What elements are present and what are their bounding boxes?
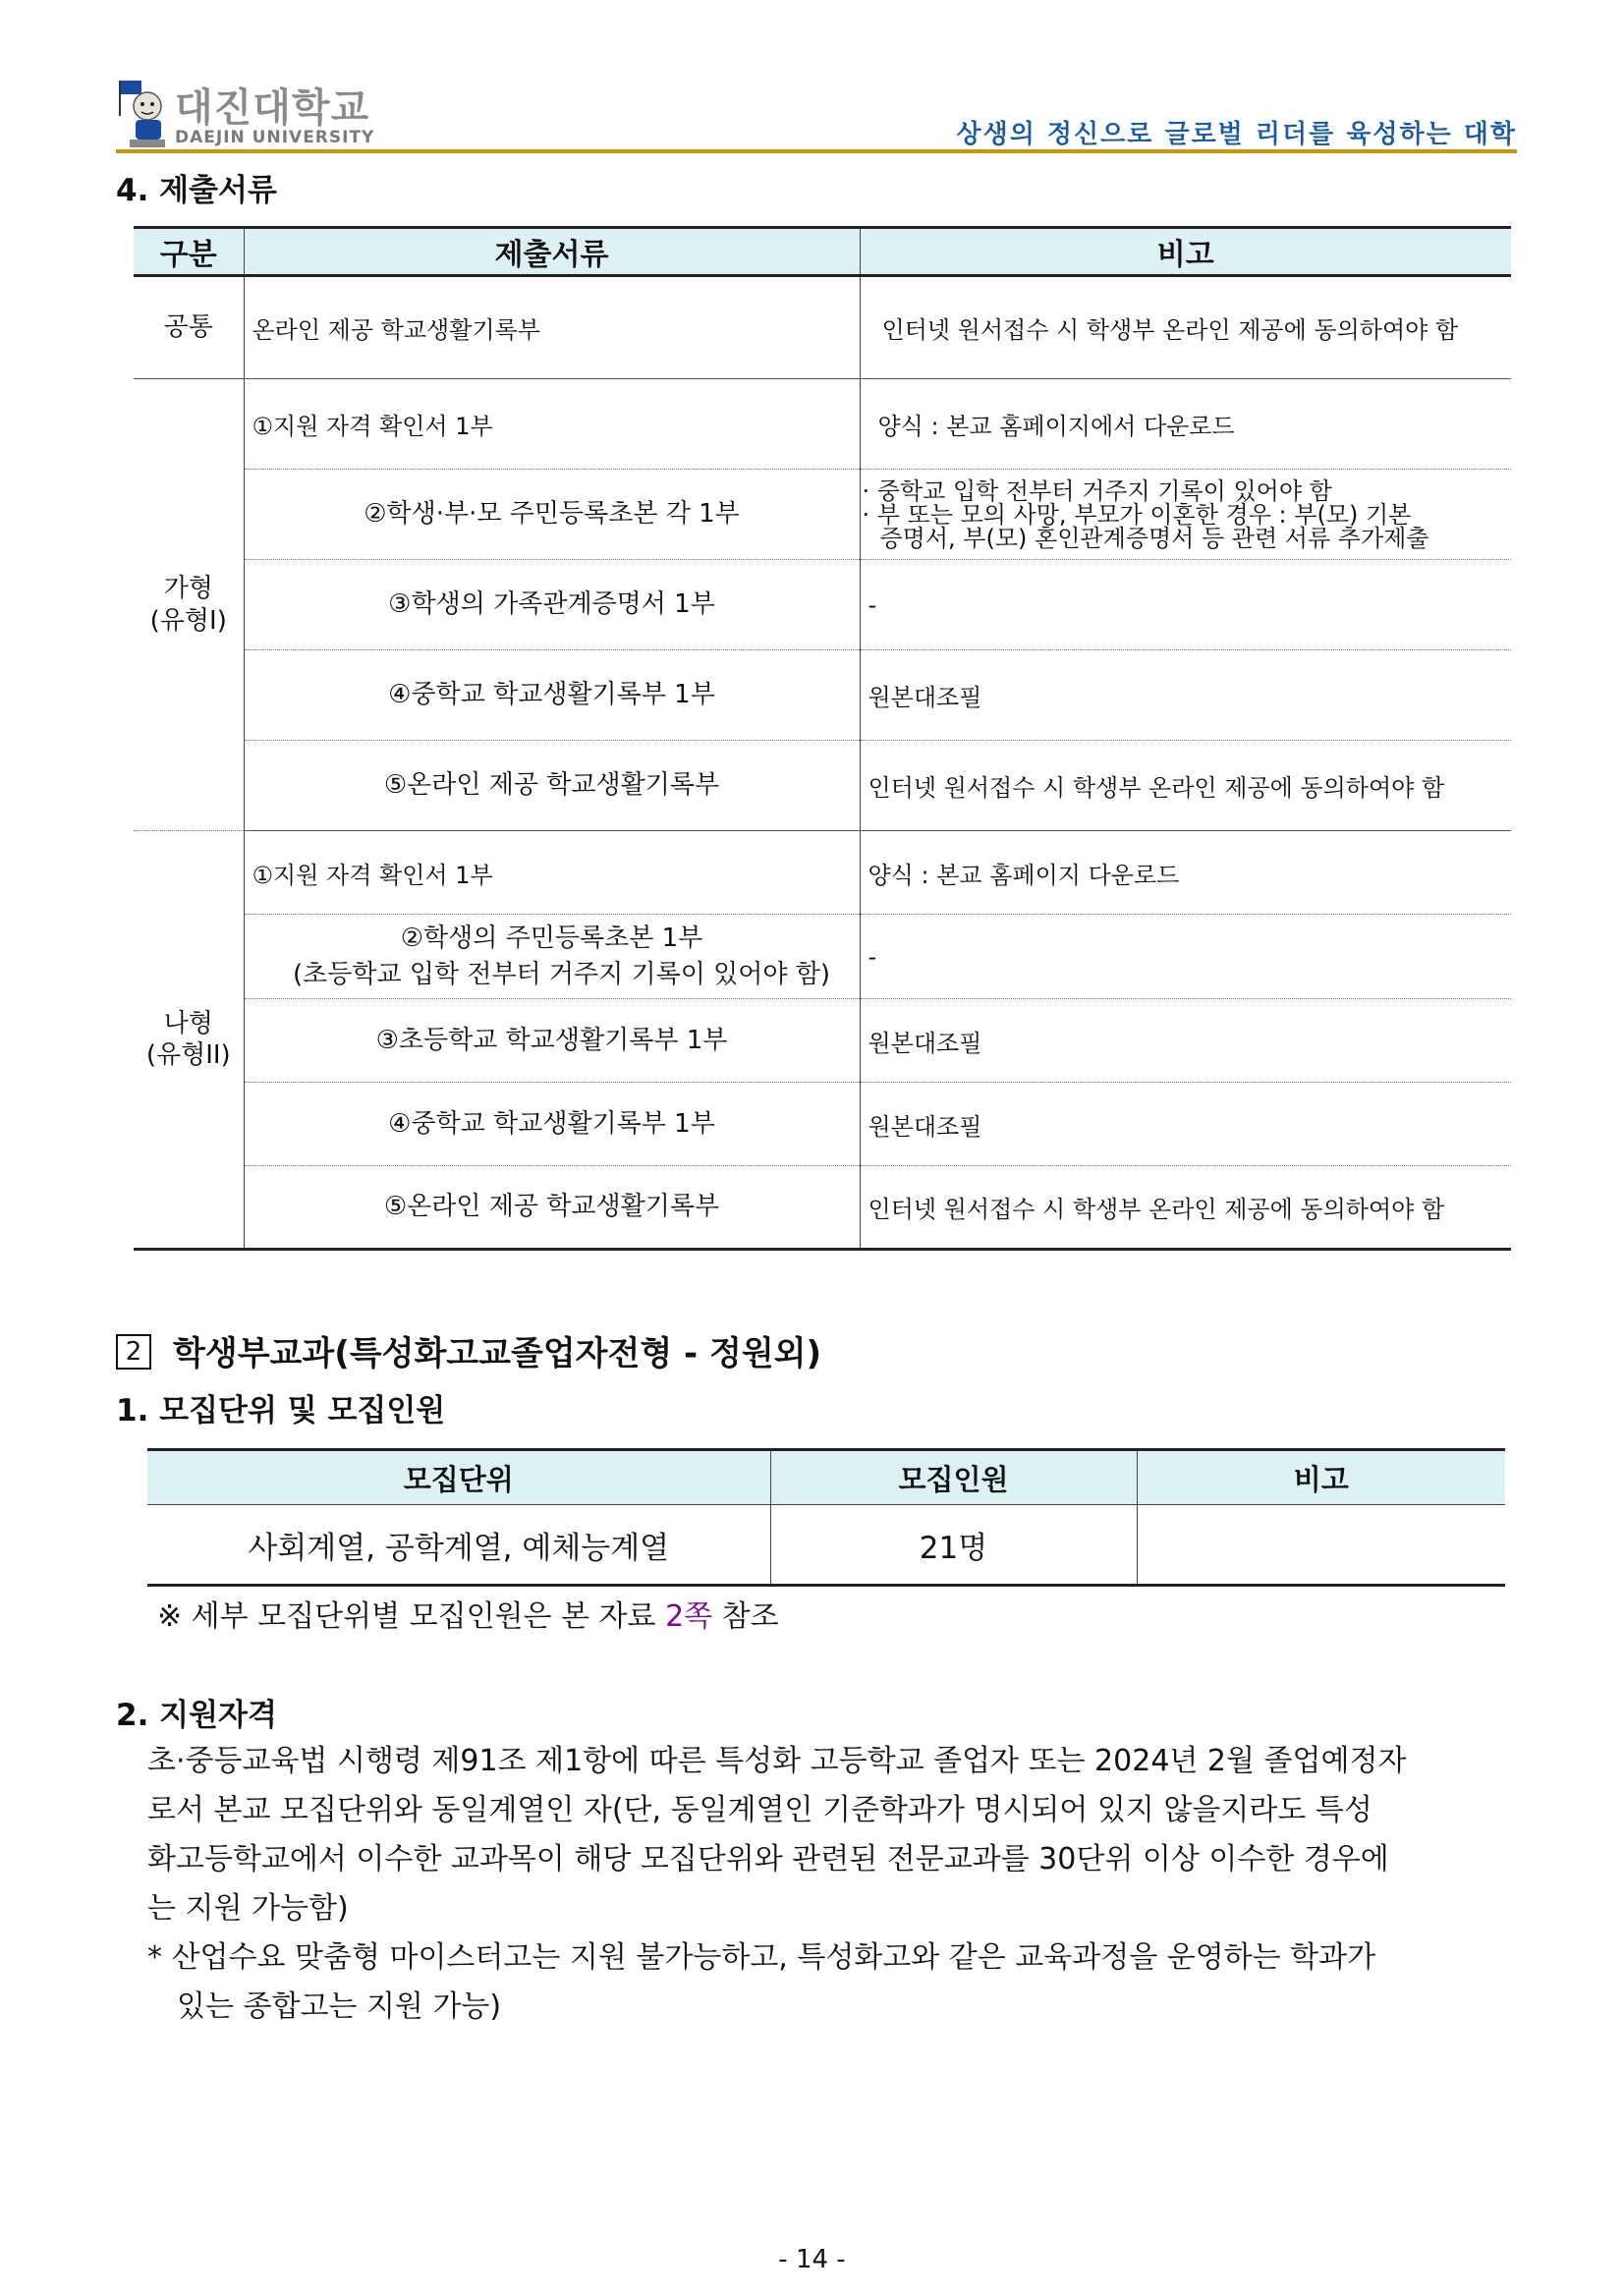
note-cell: - — [860, 915, 1511, 999]
table-row — [134, 1166, 1511, 1250]
note-text: ※ 세부 모집단위별 모집인원은 본 자료 — [157, 1599, 666, 1634]
category-cell — [134, 831, 244, 1250]
category-sublabel: (유형II) — [145, 1040, 231, 1070]
column-header: 비고 — [1137, 1450, 1505, 1505]
logo-english-text: DAEJIN UNIVERSITY — [175, 128, 375, 147]
university-logo — [116, 75, 396, 153]
paragraph-line: 는 지원 가능함) — [147, 1891, 349, 1926]
document-cell: ④중학교 학교생활기록부 1부 — [244, 650, 860, 741]
logo-korean-text: 대진대학교 — [175, 85, 370, 131]
table-row — [134, 999, 1511, 1083]
document-cell: 온라인 제공 학교생활기록부 — [244, 276, 860, 379]
document-cell: ⑤온라인 제공 학교생활기록부 — [244, 741, 860, 831]
footnote-line: 있는 종합고는 지원 가능) — [177, 1989, 502, 2024]
note-cell: 양식 : 본교 홈페이지에서 다운로드 — [860, 379, 1511, 470]
table-header-row — [147, 1450, 1505, 1505]
note-cell: 원본대조필 — [860, 1083, 1511, 1166]
note-bullet: · 중학교 입학 전부터 거주지 기록이 있어야 함 — [862, 476, 1332, 505]
document-text: ②학생의 주민등록초본 1부 — [400, 924, 703, 954]
section-number-box: 2 — [116, 1334, 151, 1370]
note-cell — [860, 470, 1511, 560]
category-cell — [134, 379, 244, 831]
table-row — [134, 379, 1511, 470]
page-reference-link: 2쪽 — [665, 1599, 713, 1634]
documents-table — [134, 226, 1511, 1251]
note-cell: 인터넷 원서접수 시 학생부 온라인 제공에 동의하여야 함 — [860, 276, 1511, 379]
paragraph-line: 로서 본교 모집단위와 동일계열인 자(단, 동일계열인 기준학과가 명시되어 있지 않을지라도 특성 — [147, 1793, 1372, 1827]
note-bullet: · 부 또는 모의 사망, 부모가 이혼한 경우 : 부(모) 기본 — [862, 500, 1412, 529]
category-label: 나형 — [163, 1008, 213, 1038]
note-cell: 인터넷 원서접수 시 학생부 온라인 제공에 동의하여야 함 — [860, 1166, 1511, 1250]
paragraph-line: 초·중등교육법 시행령 제91조 제1항에 따른 특성화 고등학교 졸업자 또는 2024년 2월 졸업예정자 — [147, 1744, 1407, 1778]
reference-note — [157, 1592, 779, 1635]
note-cell: 인터넷 원서접수 시 학생부 온라인 제공에 동의하여야 함 — [860, 741, 1511, 831]
column-header: 모집인원 — [770, 1450, 1137, 1505]
count-cell: 21명 — [770, 1505, 1137, 1586]
table-row — [134, 650, 1511, 741]
document-cell: ③학생의 가족관계증명서 1부 — [244, 560, 860, 650]
note-cell — [1137, 1505, 1505, 1586]
recruitment-table — [147, 1448, 1505, 1587]
page-header — [116, 71, 1517, 151]
document-cell — [244, 915, 860, 999]
category-cell: 공통 — [134, 276, 244, 379]
note-cell: 원본대조필 — [860, 650, 1511, 741]
section-title: 학생부교과(특성화고교졸업자전형 - 정원외) — [173, 1334, 822, 1373]
subsection-heading-eligibility: 2. 지원자격 — [116, 1698, 277, 1733]
column-header: 구분 — [134, 228, 244, 276]
table-row — [134, 470, 1511, 560]
table-row — [134, 831, 1511, 915]
subsection-heading-recruitment: 1. 모집단위 및 모집인원 — [116, 1393, 446, 1428]
note-text: 참조 — [712, 1599, 779, 1634]
table-row — [134, 560, 1511, 650]
note-cell: 양식 : 본교 홈페이지 다운로드 — [860, 831, 1511, 915]
note-cell: - — [860, 560, 1511, 650]
section-heading-documents: 4. 제출서류 — [116, 173, 277, 208]
column-header: 모집단위 — [147, 1450, 770, 1505]
paragraph-line: 화고등학교에서 이수한 교과목이 해당 모집단위와 관련된 전문교과를 30단위 이상 이수한 경우에 — [147, 1842, 1389, 1876]
table-row — [134, 741, 1511, 831]
footnote-line: * 산업수요 맞춤형 마이스터고는 지원 불가능하고, 특성화고와 같은 교육과정을 운영하는 학과가 — [147, 1940, 1376, 1975]
table-header-row — [134, 228, 1511, 276]
document-cell: ①지원 자격 확인서 1부 — [244, 831, 860, 915]
note-bullet-continuation: 증명서, 부(모) 혼인관계증명서 등 관련 서류 추가제출 — [879, 524, 1429, 552]
mascot-icon — [116, 77, 173, 149]
document-cell: ①지원 자격 확인서 1부 — [244, 379, 860, 470]
document-cell: ④중학교 학교생활기록부 1부 — [244, 1083, 860, 1166]
table-row — [134, 1083, 1511, 1166]
document-cell: ②학생·부·모 주민등록초본 각 1부 — [244, 470, 860, 560]
category-label: 가형 — [163, 574, 213, 603]
header-divider — [116, 149, 1517, 153]
document-cell: ③초등학교 학교생활기록부 1부 — [244, 999, 860, 1083]
note-cell: 원본대조필 — [860, 999, 1511, 1083]
document-subtext: (초등학교 입학 전부터 거주지 기록이 있어야 함) — [292, 959, 831, 989]
page-number: - 14 - — [778, 2245, 846, 2274]
table-row — [134, 915, 1511, 999]
document-cell: ⑤온라인 제공 학교생활기록부 — [244, 1166, 860, 1250]
eligibility-paragraph — [147, 1737, 1513, 1933]
unit-cell: 사회계열, 공학계열, 예체능계열 — [147, 1505, 770, 1586]
column-header: 비고 — [860, 228, 1511, 276]
table-row — [134, 276, 1511, 379]
table-row — [147, 1505, 1505, 1586]
header-slogan: 상생의 정신으로 글로벌 리더를 육성하는 대학 — [956, 120, 1517, 149]
category-sublabel: (유형I) — [149, 605, 227, 636]
column-header: 제출서류 — [244, 228, 860, 276]
